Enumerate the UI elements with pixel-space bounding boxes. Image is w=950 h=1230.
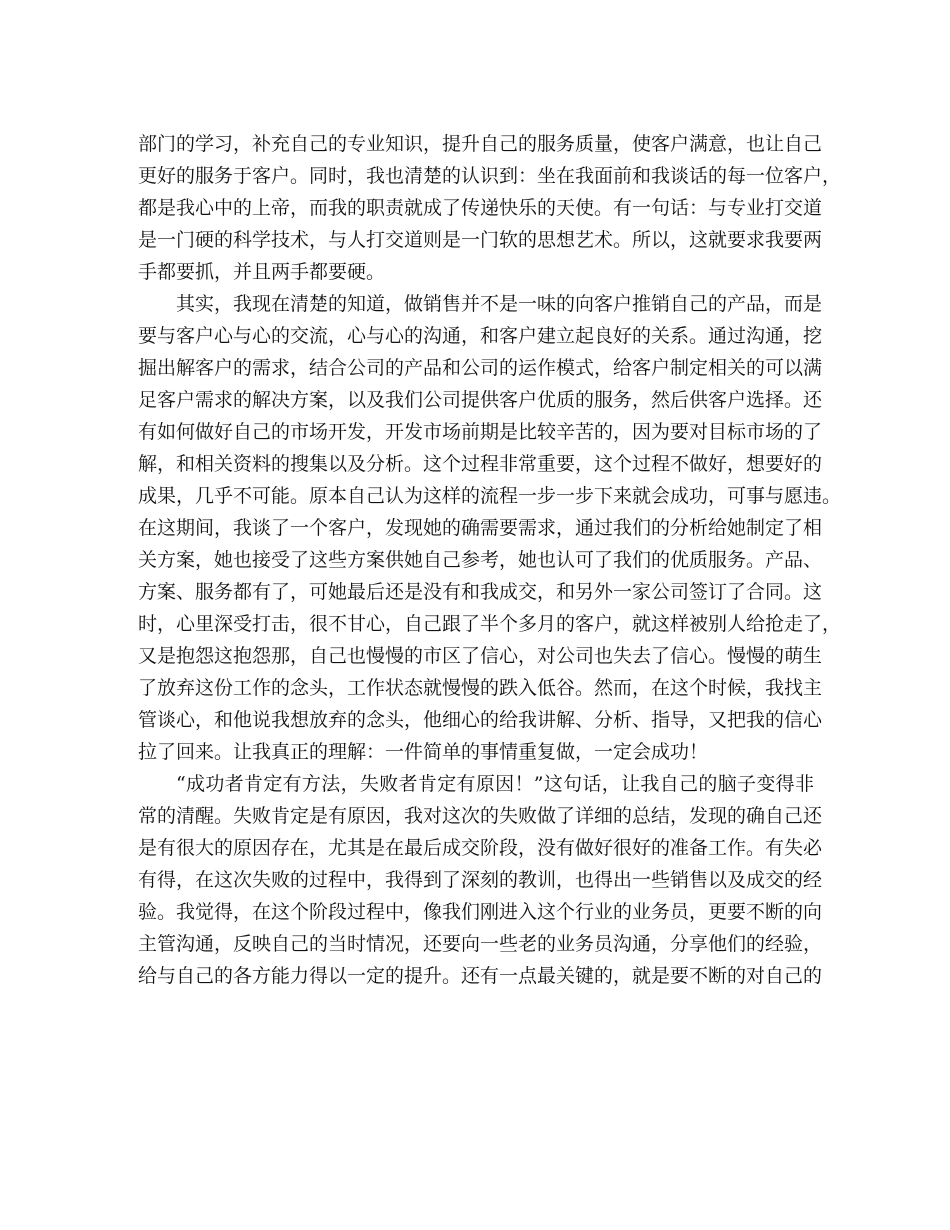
paragraph-1: [138, 128, 842, 288]
paragraph-3: [138, 768, 823, 992]
paragraph-line: 拉了回来。让我真正的理解：一件简单的事情重复做，一定会成功！: [138, 741, 709, 763]
paragraph-line: 掘出解客户的需求，结合公司的产品和公司的运作模式，给客户制定相关的可以满: [138, 357, 823, 379]
document-body: [138, 128, 842, 992]
paragraph-line: 足客户需求的解决方案，以及我们公司提供客户优质的服务，然后供客户选择。还: [138, 389, 823, 411]
paragraph-line: 其实，我现在清楚的知道，做销售并不是一味的向客户推销自己的产品，而是: [176, 293, 823, 315]
paragraph-line: 是有很大的原因存在，尤其是在最后成交阶段，没有做好很好的准备工作。有失必: [138, 837, 823, 859]
paragraph-line: 成果，几乎不可能。原本自己认为这样的流程一步一步下来就会成功，可事与愿违。: [138, 485, 842, 507]
paragraph-2: [138, 288, 842, 768]
paragraph-line: 手都要抓，并且两手都要硬。: [138, 261, 386, 283]
paragraph-line: 管谈心，和他说我想放弃的念头，他细心的给我讲解、分析、指导，又把我的信心: [138, 709, 823, 731]
paragraph-line: 部门的学习，补充自己的专业知识，提升自己的服务质量，使客户满意，也让自己: [138, 133, 823, 155]
paragraph-line: 有如何做好自己的市场开发，开发市场前期是比较辛苦的，因为要对目标市场的了: [138, 421, 823, 443]
paragraph-line: 验。我觉得，在这个阶段过程中，像我们刚进入这个行业的业务员，更要不断的向: [138, 901, 823, 923]
paragraph-line: 在这期间，我谈了一个客户，发现她的确需要需求，通过我们的分析给她制定了相: [138, 517, 823, 539]
paragraph-line: 方案、服务都有了，可她最后还是没有和我成交，和另外一家公司签订了合同。这: [138, 581, 823, 603]
paragraph-line: 常的清醒。失败肯定是有原因，我对这次的失败做了详细的总结，发现的确自己还: [138, 805, 823, 827]
paragraph-line: “成功者肯定有方法，失败者肯定有原因！”这句话，让我自己的脑子变得非: [176, 773, 814, 795]
paragraph-line: 更好的服务于客户。同时，我也清楚的认识到：坐在我面前和我谈话的每一位客户，: [138, 165, 842, 187]
paragraph-line: 时，心里深受打击，很不甘心，自己跟了半个多月的客户，就这样被别人给抢走了，: [138, 613, 842, 635]
paragraph-line: 解，和相关资料的搜集以及分析。这个过程非常重要，这个过程不做好，想要好的: [138, 453, 823, 475]
paragraph-line: 有得，在这次失败的过程中，我得到了深刻的教训，也得出一些销售以及成交的经: [138, 869, 823, 891]
paragraph-line: 关方案，她也接受了这些方案供她自己参考，她也认可了我们的优质服务。产品、: [138, 549, 823, 571]
paragraph-line: 要与客户心与心的交流，心与心的沟通，和客户建立起良好的关系。通过沟通，挖: [138, 325, 823, 347]
paragraph-line: 主管沟通，反映自己的当时情况，还要向一些老的业务员沟通，分享他们的经验，: [138, 933, 823, 955]
paragraph-line: 又是抱怨这抱怨那，自己也慢慢的市区了信心，对公司也失去了信心。慢慢的萌生: [138, 645, 823, 667]
paragraph-line: 都是我心中的上帝，而我的职责就成了传递快乐的天使。有一句话：与专业打交道: [138, 197, 823, 219]
paragraph-line: 给与自己的各方能力得以一定的提升。还有一点最关键的，就是要不断的对自己的: [138, 965, 823, 987]
paragraph-line: 是一门硬的科学技术，与人打交道则是一门软的思想艺术。所以，这就要求我要两: [138, 229, 823, 251]
paragraph-line: 了放弃这份工作的念头，工作状态就慢慢的跌入低谷。然而，在这个时候，我找主: [138, 677, 823, 699]
